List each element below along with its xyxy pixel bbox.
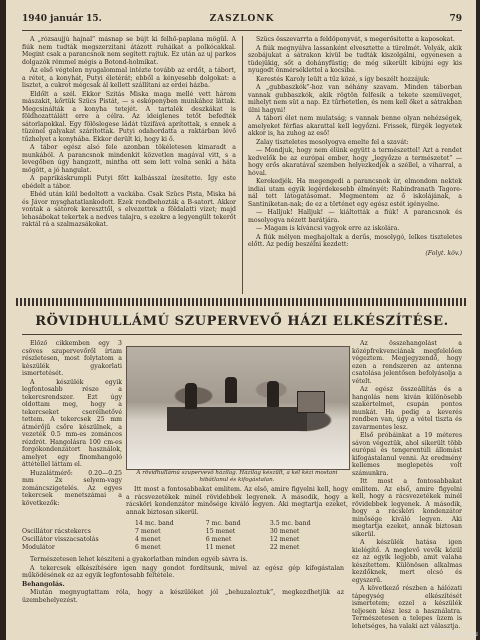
table-cell: 11 menet xyxy=(205,544,236,551)
continued-note: (Folyt. köv.) xyxy=(425,249,462,257)
article-column-center xyxy=(126,486,348,518)
paragraph: Az összehangolást a középfrekvenciának megfelelően végeztem. Megjegyzendő, hogy ezen a rendszeren az antenna csatolása jelentősen befolyásolja a vételt. xyxy=(352,340,462,385)
coil-component xyxy=(297,391,325,413)
paragraph: — Halljuk! Halljuk! — kiáltották a fiúk! A parancsnok és mosolyogva nézett barátjára. xyxy=(248,209,462,224)
watermark: Antikvarium.hu xyxy=(424,630,478,638)
paragraph: Szücs összevarrta a feldöponyvát, s megerősítette a kaposokat. xyxy=(256,36,455,43)
paragraph: Az első végtelen nyugalommal intézte tovább az erdőt, a tábort, a rétet, a konyhát, Putyi életérát; ebből a kényesebb dolgokat: a lisztet, a cukrot mégcsak ál kellett szállítani az erdei házba. xyxy=(22,67,236,89)
paragraph: A tábori élet nem mulatság; s vannak benne olyan nehézségek, amelyeket férfias akarattal kell legyőzni. Frissek, fürgék legyetek akkor is, ha zuhog az eső! xyxy=(248,115,462,137)
paragraph: A „gubbaszkók”-hoz van néhány szavam. Minden táborban vannak gubbaszkók, akik rögtön felfesik a tekete szemüveget, mihelyt nem süt a nap. Ez tűrhetetlen, és nem kell őket a sátrakban ülni hagyni! xyxy=(248,84,462,114)
paragraph: Miután megnyugtattam róla, hogy a készüléket jól „behuzaloztuk”, megkezdhetjük az üzembehelyezést. xyxy=(22,589,344,604)
table-cell: 6 menet xyxy=(135,544,161,551)
paragraph: A készülék egyik legfontosabb része a tekercsrendszer. Ezt úgy oldottam meg, hogy a tekercseket cserélhetővé tettem. A tekercsek 25 mm átmérőjű csőre készülnek, a vezeték 0.5 mm-es zománcos rézdrót. Hangolásra 100 cm-es forgókondenzátort használok, amelyet egy finomhangoló áttétellel láttam el. xyxy=(22,378,122,468)
paragraph: A tekercsek elkészítésére igen nagy gondot fordítsunk, mivel az egész gép kifogástalan működésének ez az egyik legfontosabb feltétele. xyxy=(22,564,344,579)
article-headline: RÖVIDHULLÁMÚ SZUPERVEVŐ HÁZI ELKÉSZÍTÉSE. xyxy=(35,314,449,329)
paragraph: A tábor egész alsó fele azonban tökéletesen kimaradt a munkából. A parancsnok mindenkit közvetlen magával vitt, s a levegőben úgy hangzott, mintha ott sem lett volna senki a háta mögött, a jó hangulat. xyxy=(22,144,236,174)
story-column-left xyxy=(22,36,236,296)
table-cell: 12 menet xyxy=(269,536,300,543)
headline-rule xyxy=(22,334,462,335)
paragraph: A készülék hatása igen kielégítő. A meglevő vevők közül ez az egyik legjobb, amit valaha készítettem. Különösen alkalmas kezdőknek, mert olcsó és egyszerű. xyxy=(352,539,462,584)
paragraph: Előző cikkemben egy 3 csöves szupervevőről írtam részletesen, most folytatom a készülék gyakorlati ismertetését. xyxy=(22,340,122,377)
story-column-right xyxy=(248,36,462,298)
table-row xyxy=(22,520,344,528)
table-cell: 15 menet xyxy=(205,528,236,535)
radio-receiver-photo xyxy=(126,346,350,470)
table-cell: Oscillátor visszacsatolás xyxy=(22,536,99,543)
header-rule xyxy=(22,30,462,31)
paragraph: Eldőlt a szél. Ekkor Szitás Miska maga mellé vett három mászakit, kőrtük Szücs Pistát, — s eskópenyben munkához láttak. Megcsinálták a konyha tetejét. A tartalék deszkákat is földhozattálátt erre a célra. Az ideiglenes tetőt befedték sátorlapokkal. Egy fölöslegese ládát tüzifává aprítottak, s ennek a tüzénel galyakat szárítottak. Putyi odahordatta a raktárban lévő tűzhelyet a konyhába. Ekkor derült ki, hogy ki ő. xyxy=(22,90,236,143)
vacuum-tube xyxy=(185,383,197,409)
paragraph: Itt most a fontosabbakat említem. Az első, amire figyelni kell, hogy a rácsvezetékek minél rövidebbek legyenek. A második, hogy a rácsköri kondenzátor minősége kiváló legyen. Aki megtartja ezeket, annak biztosan sikerül. xyxy=(126,486,348,516)
issue-date: 1940 január 15. xyxy=(22,14,102,24)
table-cell: 3.5 mc. band xyxy=(269,520,311,527)
table-cell: Oscillátor rácstekercs xyxy=(22,528,91,535)
paragraph: Huzalátmérő: 0.20—0.25 mm 2x selyem-vagy zománcszigetelés. Az egyes tekercsek menetszámai a következők: xyxy=(22,469,122,507)
paragraph: A következő részben a hálózati tápegység elkészítését ismertetem; ezzel a készülék teljesen kész lesz a használatra. Természetesen a telepes üzem is lehetséges, ha valaki azt választja. xyxy=(352,585,462,630)
table-cell: 4 menet xyxy=(135,536,161,543)
publication-title: ZASZLONK xyxy=(209,14,275,24)
table-cell: 22 menet xyxy=(269,544,300,551)
table-cell: 7 mc. band xyxy=(205,520,241,527)
ornamental-band xyxy=(16,298,468,306)
newspaper-page xyxy=(6,0,476,640)
table-cell: Modulátor xyxy=(22,544,55,551)
vacuum-tube xyxy=(267,381,279,407)
table-cell: 7 menet xyxy=(135,528,161,535)
coil-winding-table xyxy=(22,520,344,552)
receiver-chassis xyxy=(167,407,307,431)
paragraph: Zalay tiszteletes mosolyogva emelte fel a szavát: xyxy=(256,138,409,146)
paragraph: Kerekedjék. Ha megengedi a parancsnok úr, elmondom nektek indiai utam egyik legérdekesebb élményét: Rabindranath Tagore-nál tett látogatásomat. Megmentem az ő iskolájának, a Santiniketan-nak; de ez a történet egy egész estét igényelne. xyxy=(248,178,462,208)
article-tail xyxy=(22,556,344,636)
table-row xyxy=(22,528,344,536)
paragraph: A „rózsaujjú hajnal” másnap se bújt ki felhő-paplana mögül. A fiúk nem tudták megszerzitani átázott ruháikat a polkócakkal. Megint csak a parancsnok nem segített rajtuk. Ez után az uj parkos dolgazók rémmel mégis a Botond-holmikat. xyxy=(22,36,236,66)
paragraph: Itt most a fontosabbakat említem. Az első, amire figyelni kell, hogy a rácsvezetékek minél rövidebbek legyenek. A második, hogy a rácsköri kondenzátor minősége kiváló legyen. Aki megtartja ezeket, annak biztosan sikerül. xyxy=(352,478,462,538)
paragraph: Kerestés Karoly leült a tűz közé, s így beszélt hozzájuk: xyxy=(256,75,430,83)
table-cell xyxy=(22,520,135,528)
article-column-left xyxy=(22,340,122,516)
paragraph: Ebéd után kiül bedoltott a vackába. Csak Szücs Pista, Miska bá és Jávor mysghatatlankodott. Ezek rendbehozták a B-satort. Akkor vontak a sátorok kereszttől, s elvezettek a földalatti vizet; majd lehasábokat tekertek a nedves talajra, s ezekre a legyengült tekerőt raktál rá a szalmazsákokat. xyxy=(22,191,236,228)
table-cell: 6 menet xyxy=(205,536,232,543)
vacuum-tube xyxy=(225,377,237,403)
paragraph: — Mondjuk, hogy nem élünk együtt a természettel! Azt a rendet kedvelők be az európai ember, hogy „legyőzze a természetet” — hogy erős akaratával szemben helyezkedjék a széllel, a viharral, a hóval. xyxy=(248,147,462,177)
page-header xyxy=(22,14,462,28)
paragraph: Természetesen lehet készíteni a gyakorlatban minden egyéb sávra is. xyxy=(30,556,248,563)
table-cell: 14 mc. band xyxy=(135,520,174,527)
table-row xyxy=(22,536,344,544)
article-column-right xyxy=(352,340,462,640)
paragraph: — Magam is kíváncsi vagyok erre az iskolára. xyxy=(256,225,400,232)
paragraph: Az egész összeállítás és a hangolás nem kiván különösebb szakértelmet, csupán pontos munkát. Ha pedig a keverés rendben van, úgy a vétel tiszta és zavarmentes lesz. xyxy=(352,386,462,431)
photo-caption: A rövidhullámú szupervevő házilag. Házilag készült, a kél kézi mostani hibátlanul és kifogástalan. xyxy=(136,470,338,483)
paragraph: A fiúk mélyen meghajoltak a derűs, mosolygó, lelkes tiszteletes előtt. Az pedig beszélni kezdett: xyxy=(248,233,462,248)
section-heading: Behangolás. xyxy=(22,580,65,588)
paragraph: Első próbáinkat a 19 méteres sávon végeztük, ahol sikerült több európai és tengerentúli állomást kifogástalanul venni. Az eredmény kellemes meglepetés volt számunkra. xyxy=(352,432,462,477)
paragraph: A fiúk megnyúlva lassanként elvesztette a türelmét. Volyák, akik szobájukat a sátrakon kívül be tudták kiszolgálni, egyenesen a tüdejükig, sőt a dohányfüstig; de még sikerült kibújni egy kis nyugodt önmérséklettel a kocsiba. xyxy=(248,44,462,74)
column-divider xyxy=(242,36,243,294)
table-row xyxy=(22,544,344,552)
page-number: 79 xyxy=(449,14,462,24)
paragraph: A paprikáskrumpli Putyi főtt kalbásszal ízesítette. Így este ebédelt a tábor. xyxy=(22,175,236,190)
table-cell: 30 menet xyxy=(269,528,300,535)
